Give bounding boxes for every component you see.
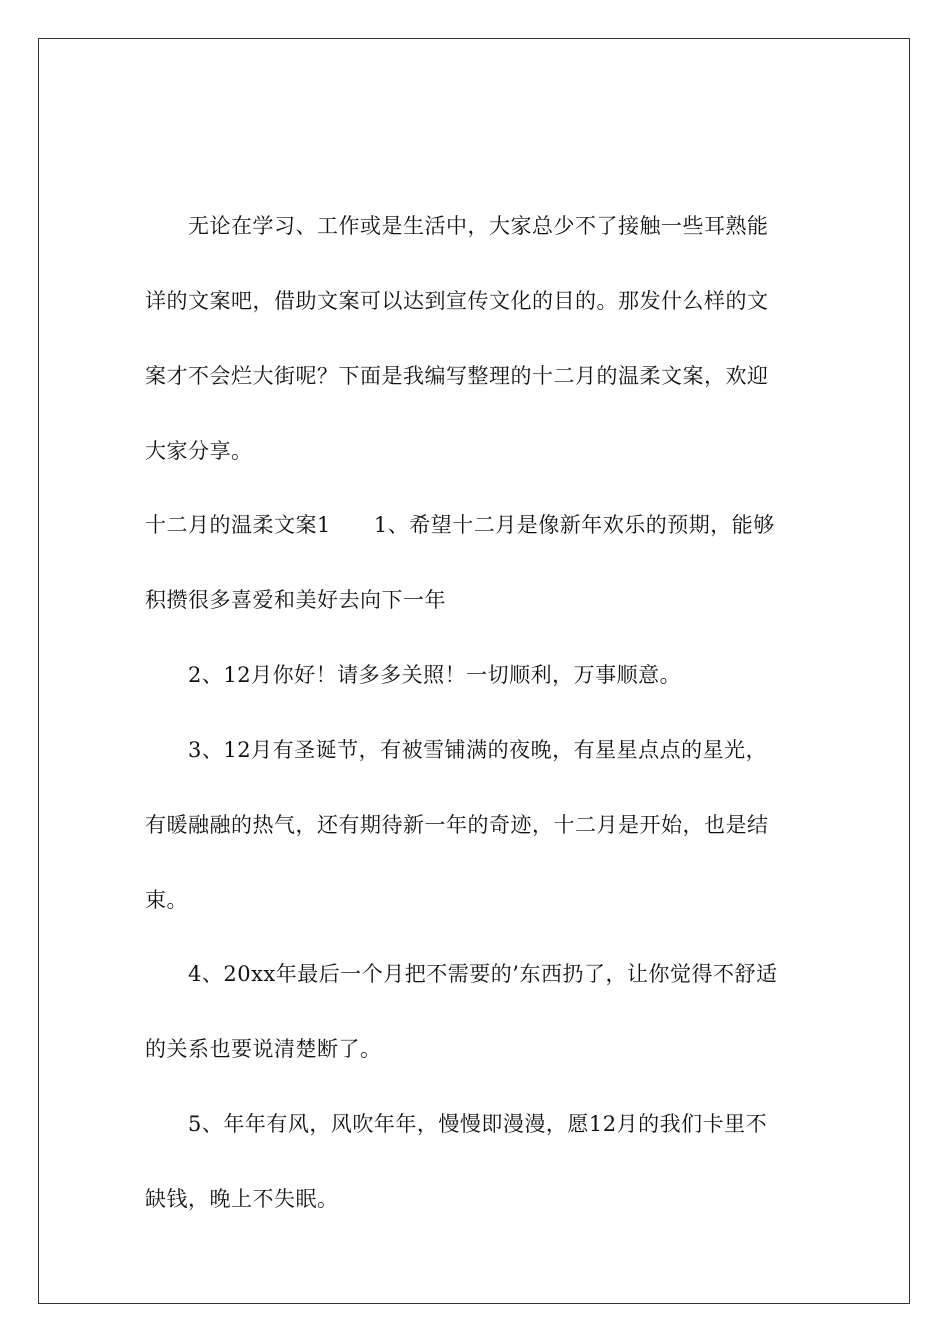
- paragraph-line: 缺钱，晚上不失眠。: [145, 1187, 339, 1211]
- paragraph-line: 积攒很多喜爱和美好去向下一年: [145, 588, 446, 612]
- list-item-line: 2、12月你好！请多多关照！一切顺利，万事顺意。: [188, 663, 682, 687]
- list-item-line: 3、12月有圣诞节，有被雪铺满的夜晚，有星星点点的星光，: [188, 738, 768, 762]
- paragraph-line: 的关系也要说清楚断了。: [145, 1037, 382, 1061]
- paragraph-line: 束。: [145, 888, 188, 912]
- list-item-line: 5、年年有风，风吹年年，慢慢即漫漫，愿12月的我们卡里不: [188, 1112, 768, 1136]
- paragraph-line: 有暖融融的热气，还有期待新一年的奇迹，十二月是开始，也是结: [145, 813, 769, 837]
- paragraph-line: 案才不会烂大街呢？下面是我编写整理的十二月的温柔文案，欢迎: [145, 364, 769, 388]
- paragraph-line: 大家分享。: [145, 439, 253, 463]
- paragraph-line: 无论在学习、工作或是生活中，大家总少不了接触一些耳熟能: [188, 214, 769, 238]
- list-item-line: 4、20xx年最后一个月把不需要的’东西扔了，让你觉得不舒适: [188, 962, 778, 986]
- paragraph-line: 详的文案吧，借助文案可以达到宣传文化的目的。那发什么样的文: [145, 289, 769, 313]
- section-heading-line: 十二月的温柔文案1 1、希望十二月是像新年欢乐的预期，能够: [145, 513, 775, 537]
